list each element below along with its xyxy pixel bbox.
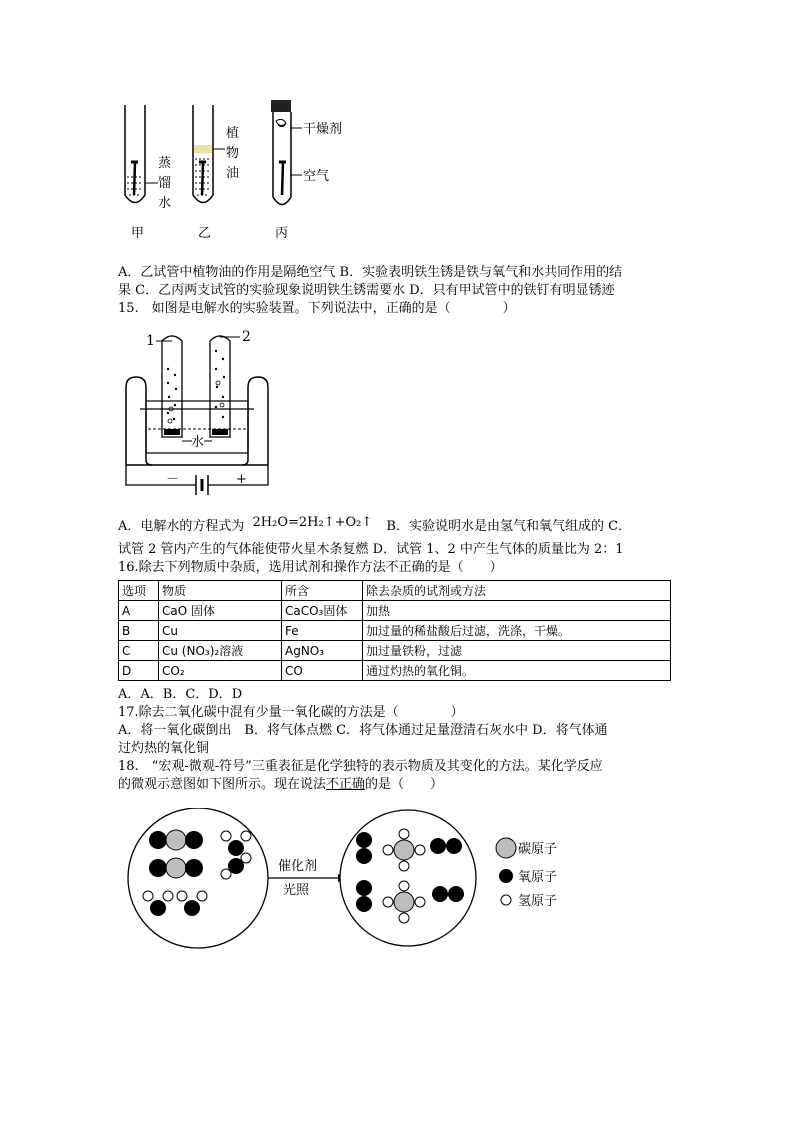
table-cell: Cu [159, 621, 282, 641]
q17-options-line2: 过灼热的氧化铜 [118, 741, 210, 756]
table-cell: C [119, 641, 159, 661]
tube-label-1: 1 [146, 333, 155, 349]
iron-rust-figure [118, 95, 378, 245]
tube-label-bing: 丙 [275, 226, 289, 241]
carbon-atom-legend-label: 碳原子 [518, 842, 558, 857]
tube-bing [271, 100, 302, 205]
minus-label: － [166, 472, 180, 487]
water-label-1: 蒸 [158, 156, 172, 171]
tube-label-jia: 甲 [131, 226, 145, 241]
table-cell: A [119, 601, 159, 621]
q14-options-line1: A．乙试管中植物油的作用是隔绝空气 B．实验表明铁生锈是铁与氧气和水共同作用的结 [118, 265, 623, 280]
desiccant-label: 干燥剂 [303, 122, 343, 137]
q16-stem: 16.除去下列物质中杂质，选用试剂和操作方法不正确的是（ ） [118, 560, 503, 575]
oxygen-atom-legend-icon [499, 869, 513, 883]
table-header-cell: 除去杂质的试剂或方法 [363, 581, 671, 601]
q18-stem-prefix: 的微观示意图如下图所示。现在说法 [118, 777, 327, 792]
table-cell: Cu (NO₃)₂溶液 [159, 641, 282, 661]
q14-options-line2: 果 C．乙丙两支试管的实验现象说明铁生锈需要水 D．只有甲试管中的铁钉有明显锈迹 [118, 283, 615, 298]
catalyst-label: 催化剂 [278, 859, 318, 874]
q18-stem-underlined: 不正确 [326, 777, 366, 792]
table-cell: B [119, 621, 159, 641]
table-header-cell: 物质 [159, 581, 282, 601]
table-row [119, 621, 671, 641]
table-row [119, 661, 671, 681]
impurity-removal-table [118, 580, 671, 681]
q17-options-line1: A．将一氧化碳倒出 B．将气体点燃 C．将气体通过足量澄清石灰水中 D．将气体通 [118, 723, 608, 738]
electrolysis-figure [118, 325, 278, 515]
hydrogen-atom-legend-label: 氢原子 [518, 894, 558, 909]
tube-jia [125, 105, 158, 203]
table-cell: Fe [282, 621, 363, 641]
tube-yi [193, 105, 225, 203]
q15-option-b: B．实验说明水是由氢气和氧气组成的 C． [386, 519, 632, 534]
table-header-cell: 选项 [119, 581, 159, 601]
q18-stem-suffix: 的是（ ） [365, 777, 444, 792]
water-label: 水 [191, 435, 205, 450]
electrolysis-equation: 2H₂O=2H₂↑+O₂↑ [252, 515, 373, 530]
q18-stem-line2 [118, 776, 443, 794]
q15-options-line1 [118, 515, 632, 536]
q16-options: A．A．B．C．D．D [118, 687, 243, 702]
q17-stem: 17.除去二氧化碳中混有少量一氧化碳的方法是（ ） [118, 705, 464, 720]
water-label-3: 水 [158, 196, 172, 211]
table-cell: AgNO₃ [282, 641, 363, 661]
tube-label-yi: 乙 [198, 226, 212, 241]
co2-molecule [149, 830, 203, 850]
light-label: 光照 [283, 883, 310, 898]
oil-label-2: 物 [226, 146, 240, 161]
table-cell: 加过量铁粉，过滤 [363, 641, 671, 661]
table-cell: CO [282, 661, 363, 681]
q15-option-a: A．电解水的方程式为 [118, 519, 245, 534]
table-cell: D [119, 661, 159, 681]
oil-label-1: 植 [226, 126, 240, 141]
water-label-2: 馏 [158, 176, 172, 191]
table-row [119, 601, 671, 621]
q18-stem-line1: 18. “宏观-微观-符号”三重表征是化学独特的表示物质及其变化的方法。某化学反应 [118, 759, 603, 774]
table-cell: 通过灼热的氧化铜。 [363, 661, 671, 681]
table-header-cell: 所含 [282, 581, 363, 601]
oil-label-3: 油 [226, 166, 240, 181]
carbon-atom-legend-icon [496, 838, 516, 858]
table-header-row [119, 581, 671, 601]
table-cell: CaO 固体 [159, 601, 282, 621]
q15-options-line2: 试管 2 管内产生的气体能使带火星木条复燃 D．试管 1、2 中产生气体的质量比为 2：1 [118, 542, 624, 557]
oxygen-atom-legend-label: 氧原子 [518, 870, 558, 885]
plus-label: + [236, 472, 247, 487]
air-label: 空气 [303, 169, 330, 184]
co2-molecule [149, 858, 203, 878]
tube-label-2: 2 [242, 329, 251, 345]
hydrogen-atom-legend-icon [501, 895, 511, 905]
table-cell: CO₂ [159, 661, 282, 681]
q15-stem: 15. 如图是电解水的实验装置。下列说法中，正确的是（ ） [118, 301, 516, 316]
table-cell: 加过量的稀盐酸后过滤，洗涤，干燥。 [363, 621, 671, 641]
reactants-circle [128, 808, 268, 948]
table-cell: 加热 [363, 601, 671, 621]
table-cell: CaCO₃固体 [282, 601, 363, 621]
table-row [119, 641, 671, 661]
reaction-micro-figure [118, 808, 598, 958]
